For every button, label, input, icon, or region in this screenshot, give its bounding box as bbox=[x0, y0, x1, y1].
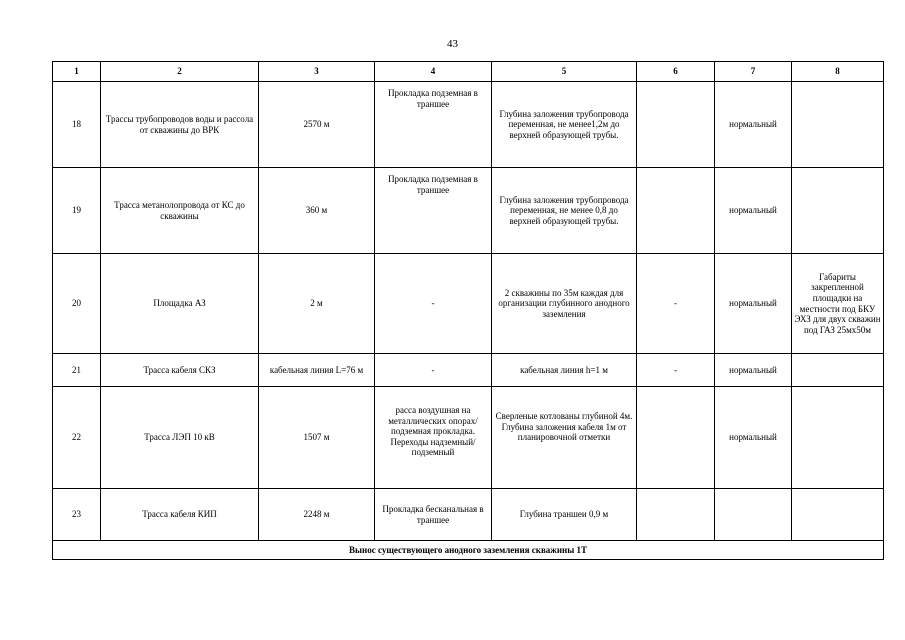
col6-cell bbox=[637, 387, 715, 489]
method-cell: - bbox=[375, 354, 492, 387]
col6-cell: - bbox=[637, 254, 715, 354]
col6-cell bbox=[637, 168, 715, 254]
notes-cell: кабельная линия h=1 м bbox=[492, 354, 637, 387]
row-number-cell: 22 bbox=[53, 387, 101, 489]
mode-cell: нормальный bbox=[715, 82, 792, 168]
mode-cell: нормальный bbox=[715, 254, 792, 354]
header-cell: 2 bbox=[101, 62, 259, 82]
method-cell: Прокладка подземная в траншее bbox=[375, 82, 492, 168]
col8-cell bbox=[792, 489, 884, 541]
col6-cell bbox=[637, 489, 715, 541]
method-cell: - bbox=[375, 254, 492, 354]
col8-cell bbox=[792, 354, 884, 387]
notes-cell: Глубина траншеи 0,9 м bbox=[492, 489, 637, 541]
header-cell: 6 bbox=[637, 62, 715, 82]
object-name-cell: Трасса кабеля СКЗ bbox=[101, 354, 259, 387]
page-number: 43 bbox=[447, 38, 458, 50]
header-cell: 5 bbox=[492, 62, 637, 82]
main-table bbox=[52, 61, 884, 560]
table-row bbox=[53, 254, 884, 354]
object-name-cell: Трассы трубопроводов воды и рассола от скважины до ВРК bbox=[101, 82, 259, 168]
row-number-cell: 20 bbox=[53, 254, 101, 354]
mode-cell bbox=[715, 489, 792, 541]
table-row bbox=[53, 387, 884, 489]
header-cell: 3 bbox=[259, 62, 375, 82]
row-number-cell: 19 bbox=[53, 168, 101, 254]
notes-cell: 2 скважины по 35м каждая для организации глубинного анодного заземления bbox=[492, 254, 637, 354]
table-row bbox=[53, 82, 884, 168]
mode-cell: нормальный bbox=[715, 354, 792, 387]
mode-cell: нормальный bbox=[715, 168, 792, 254]
col8-cell bbox=[792, 387, 884, 489]
col8-cell: Габариты закрепленной площадки на местности под БКУ ЭХЗ для двух скважин под ГАЗ 25мх50м bbox=[792, 254, 884, 354]
row-number-cell: 21 bbox=[53, 354, 101, 387]
object-name-cell: Трасса кабеля КИП bbox=[101, 489, 259, 541]
table-row bbox=[53, 354, 884, 387]
length-cell: 1507 м bbox=[259, 387, 375, 489]
length-cell: кабельная линия L=76 м bbox=[259, 354, 375, 387]
header-cell: 7 bbox=[715, 62, 792, 82]
method-cell: Прокладка подземная в траншее bbox=[375, 168, 492, 254]
notes-cell: Сверленые котлованы глубиной 4м. Глубина заложения кабеля 1м от планировочной отметки bbox=[492, 387, 637, 489]
object-name-cell: Площадка АЗ bbox=[101, 254, 259, 354]
section-title: Вынос существующего анодного заземления скважины 1Т bbox=[53, 541, 884, 560]
header-cell: 4 bbox=[375, 62, 492, 82]
table-row bbox=[53, 168, 884, 254]
length-cell: 2248 м bbox=[259, 489, 375, 541]
method-cell: Прокладка бесканальная в траншее bbox=[375, 489, 492, 541]
notes-cell: Глубина заложения трубопровода переменная, не менее1,2м до верхней образующей трубы. bbox=[492, 82, 637, 168]
col6-cell: - bbox=[637, 354, 715, 387]
col6-cell bbox=[637, 82, 715, 168]
col8-cell bbox=[792, 82, 884, 168]
length-cell: 2570 м bbox=[259, 82, 375, 168]
length-cell: 360 м bbox=[259, 168, 375, 254]
mode-cell: нормальный bbox=[715, 387, 792, 489]
col8-cell bbox=[792, 168, 884, 254]
table-header-row bbox=[53, 62, 884, 82]
table-row bbox=[53, 489, 884, 541]
method-cell: расса воздушная на металлических опорах/подземная прокладка. Переходы надземный/подземный bbox=[375, 387, 492, 489]
object-name-cell: Трасса ЛЭП 10 кВ bbox=[101, 387, 259, 489]
row-number-cell: 18 bbox=[53, 82, 101, 168]
row-number-cell: 23 bbox=[53, 489, 101, 541]
section-header-row bbox=[53, 541, 884, 560]
object-name-cell: Трасса метанолопровода от КС до скважины bbox=[101, 168, 259, 254]
length-cell: 2 м bbox=[259, 254, 375, 354]
header-cell: 8 bbox=[792, 62, 884, 82]
notes-cell: Глубина заложения трубопровода переменная, не менее 0,8 до верхней образующей трубы. bbox=[492, 168, 637, 254]
header-cell: 1 bbox=[53, 62, 101, 82]
